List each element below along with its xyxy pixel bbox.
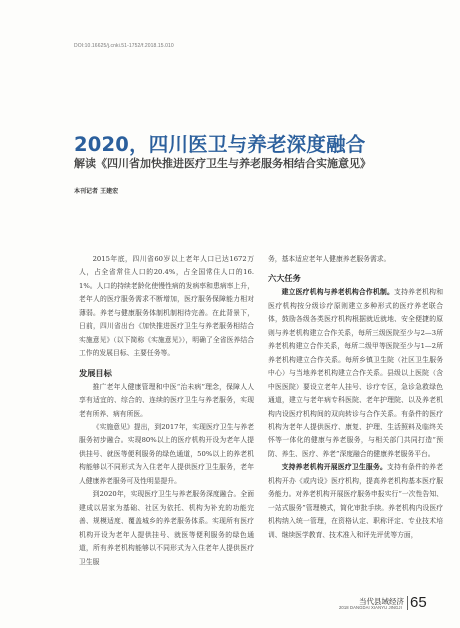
intro-paragraph: 2015年底，四川省60岁以上老年人口已达1672万人，占全省常住人口的20.4%，占全国常住人口的16.1%。人口的持续老龄化使慢性病的发病率和患病率上升，老年人的医疗服务需求不断增加，医疗服务保障能力相对薄弱。养老与健康服务体制机制相待完善。在此背景下，日前，四川省出台《加快推进医疗卫生与养老服务相结合实施意见》（以下简称《实施意见》），明确了全省医养结合工作的发展目标、主要任务等。 [79, 255, 254, 358]
left-column [79, 253, 254, 569]
article-title: 2020，四川医卫与养老深度融合 [74, 133, 366, 156]
page-number: 65 [410, 594, 427, 611]
footer-divider [407, 596, 408, 610]
goals-paragraph-2: 《实施意见》提出，到2017年，实现医疗卫生与养老服务初步融合。实现80%以上的医疗机构开设为老年人提供挂号、就医等便利服务的绿色通道，50%以上的养老机构能够以不同形式为入住老年人提供医疗卫生服务，老年人健康养老服务可及性明显提升。 [79, 422, 254, 485]
right-column [268, 253, 443, 542]
task-paragraph-2 [268, 461, 443, 542]
task-1-title: 建立医疗机构与养老机构合作机制。 [281, 288, 395, 297]
task-paragraph-1 [268, 286, 443, 461]
section-heading-goals: 发展目标 [79, 367, 112, 378]
goals-paragraph-1: 推广老年人健康管理和中医“治未病”理念，保障人人享有适宜的、综合的、连续的医疗卫生与养老服务，实现老有所养、病有所医。 [79, 382, 254, 418]
task-2-title: 支持养老机构开展医疗卫生服务。 [281, 463, 388, 472]
article-subtitle: 解读《四川省加快推进医疗卫生与养老服务相结合实施意见》 [74, 157, 371, 170]
magazine-name: 当代县域经济 [359, 597, 404, 606]
task-1-text: 支持养老机构和医疗机构按分级诊疗原则建立多种形式的医疗养老联合体，鼓励各级各类医疗机构根据就近就地、安全便捷的原则与养老机构建立合作关系，每所三级医院至少与2—3所养老机构建立合作关系，每所二级甲等医院至少与1—2所养老机构建立合作关系。每所乡镇卫生院（社区卫生服务中心）与当地养老机构建立合作关系。县级以上医院（含中医医院）要设立老年人挂号、诊疗专区，急诊急救绿色通道，建立与老年病专科医院、老年护理院、以及养老机构内设医疗机构间的双向转诊与合作关系。有条件的医疗机构为老年人提供医疗、康复、护理、生活照料及临终关怀等一体化的健康与养老服务，与相关部门共同打造“预防、养生、医疗、养老”深度融合的健康养老服务平台。 [268, 288, 444, 458]
continuation-paragraph: 务，基本适应老年人健康养老服务需求。 [268, 255, 391, 263]
section-heading-tasks: 六大任务 [268, 273, 301, 284]
magazine-issue: 2018 DANGDAI XIANYU JINGJI [339, 605, 402, 610]
goals-paragraph-3: 到2020年，实现医疗卫生与养老服务深度融合。全面建成以居家为基础、社区为依托、机构为补充的功能完善、规模适度、覆盖城乡的养老服务体系。实现所有医疗机构开设为老年人提供挂号、就医等便利服务的绿色通道，所有养老机构能够以不同形式为入住老年人提供医疗卫生服 [79, 490, 254, 566]
doi-line: DOI:10.16625/j.cnki.51-1752/f.2018.15.010 [74, 43, 174, 49]
byline: 本刊记者 王建宏 [74, 188, 119, 195]
task-2-text: 支持有条件的养老机构开办《或内设》医疗机构，提高养老机构基本医疗服务能力。对养老机构开展医疗服务申报实行“一次性告知、一站式服务”管理模式，简化审批手续。养老机构内设医疗机构纳入统一管理，在资格认定、职称评定、专业技术培训、继续医学教育、技术准入和评先评优等方面， [268, 463, 444, 539]
